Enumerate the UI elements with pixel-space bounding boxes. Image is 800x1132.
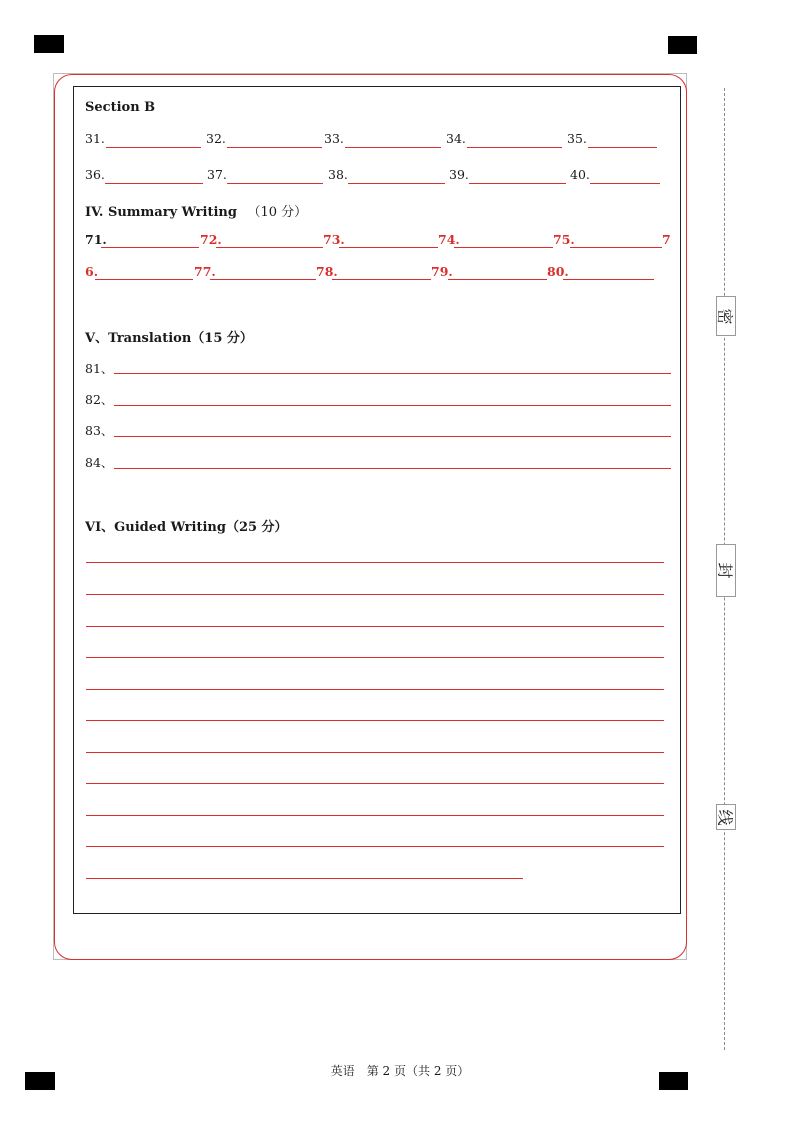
summary-label-79: 79. — [431, 264, 453, 279]
answer-line-36[interactable] — [105, 183, 203, 184]
seal-mark-3 — [716, 804, 736, 830]
summary-writing-title-text: IV. Summary Writing — [85, 205, 237, 220]
summary-label-80: 80. — [547, 264, 569, 279]
answer-line-40[interactable] — [590, 183, 660, 184]
summary-label-75: 75. — [553, 232, 575, 247]
registration-mark-top-left — [34, 35, 64, 53]
page-footer: 英语 第 2 页（共 2 页） — [330, 1064, 470, 1078]
answer-label-37: 37. — [207, 167, 227, 182]
summary-line-74[interactable] — [454, 247, 553, 248]
writing-line[interactable] — [86, 594, 664, 595]
answer-label-35: 35. — [567, 131, 587, 146]
answer-label-32: 32. — [206, 131, 226, 146]
answer-label-33: 33. — [324, 131, 344, 146]
translation-title-text: V、Translation — [85, 331, 192, 346]
summary-line-80[interactable] — [563, 279, 654, 280]
writing-line[interactable] — [86, 815, 664, 816]
summary-line-76[interactable] — [95, 279, 193, 280]
writing-line[interactable] — [86, 626, 664, 627]
section-b-title: Section B — [85, 100, 156, 115]
guided-writing-title — [85, 516, 288, 535]
translation-label-81: 81、 — [85, 361, 114, 376]
writing-line[interactable] — [86, 720, 664, 721]
translation-score: （15 分） — [191, 331, 253, 346]
answer-line-37[interactable] — [227, 183, 323, 184]
summary-writing-title — [85, 201, 307, 220]
guided-writing-score: （25 分） — [225, 520, 288, 535]
answer-label-40: 40. — [570, 167, 590, 182]
translation-label-84: 84、 — [85, 455, 114, 470]
translation-line-82[interactable] — [114, 405, 671, 406]
writing-line[interactable] — [86, 689, 664, 690]
translation-label-82: 82、 — [85, 392, 114, 407]
seal-char-2: 封 — [715, 562, 735, 579]
summary-line-77[interactable] — [210, 279, 316, 280]
translation-line-83[interactable] — [114, 436, 671, 437]
summary-line-71[interactable] — [101, 247, 199, 248]
writing-line[interactable] — [86, 657, 664, 658]
writing-line[interactable] — [86, 752, 664, 753]
answer-line-31[interactable] — [106, 147, 201, 148]
writing-line[interactable] — [86, 783, 664, 784]
summary-writing-score: （10 分） — [247, 205, 308, 220]
seal-mark-2 — [716, 544, 736, 597]
writing-line[interactable] — [86, 846, 664, 847]
summary-label-73: 73. — [323, 232, 345, 247]
answer-label-36: 36. — [85, 167, 105, 182]
seal-mark-1 — [716, 296, 736, 336]
answer-line-39[interactable] — [469, 183, 566, 184]
summary-label-78: 78. — [316, 264, 338, 279]
registration-mark-top-right — [668, 36, 697, 54]
answer-label-31: 31. — [85, 131, 105, 146]
seal-char-3: 线 — [715, 808, 735, 826]
summary-label-76-part-b: 6. — [85, 264, 99, 279]
seal-char-1: 密 — [715, 307, 735, 325]
summary-label-74: 74. — [438, 232, 460, 247]
summary-label-76-part-a: 7 — [662, 232, 671, 247]
summary-label-77: 77. — [194, 264, 216, 279]
answer-label-34: 34. — [446, 131, 466, 146]
summary-line-72[interactable] — [216, 247, 323, 248]
summary-line-78[interactable] — [332, 279, 431, 280]
writing-line-last[interactable] — [86, 878, 523, 879]
summary-line-79[interactable] — [448, 279, 547, 280]
answer-line-34[interactable] — [467, 147, 562, 148]
writing-line[interactable] — [86, 562, 664, 563]
summary-line-75[interactable] — [570, 247, 662, 248]
answer-label-39: 39. — [449, 167, 469, 182]
answer-line-33[interactable] — [345, 147, 441, 148]
answer-line-32[interactable] — [227, 147, 322, 148]
summary-label-71: 71. — [85, 232, 107, 247]
translation-title — [85, 327, 253, 346]
guided-writing-title-text: VI、Guided Writing — [85, 520, 226, 535]
summary-label-72: 72. — [200, 232, 222, 247]
translation-line-84[interactable] — [114, 468, 671, 469]
translation-line-81[interactable] — [114, 373, 671, 374]
answer-label-38: 38. — [328, 167, 348, 182]
answer-line-38[interactable] — [348, 183, 445, 184]
answer-line-35[interactable] — [588, 147, 657, 148]
translation-label-83: 83、 — [85, 423, 114, 438]
summary-line-73[interactable] — [339, 247, 438, 248]
